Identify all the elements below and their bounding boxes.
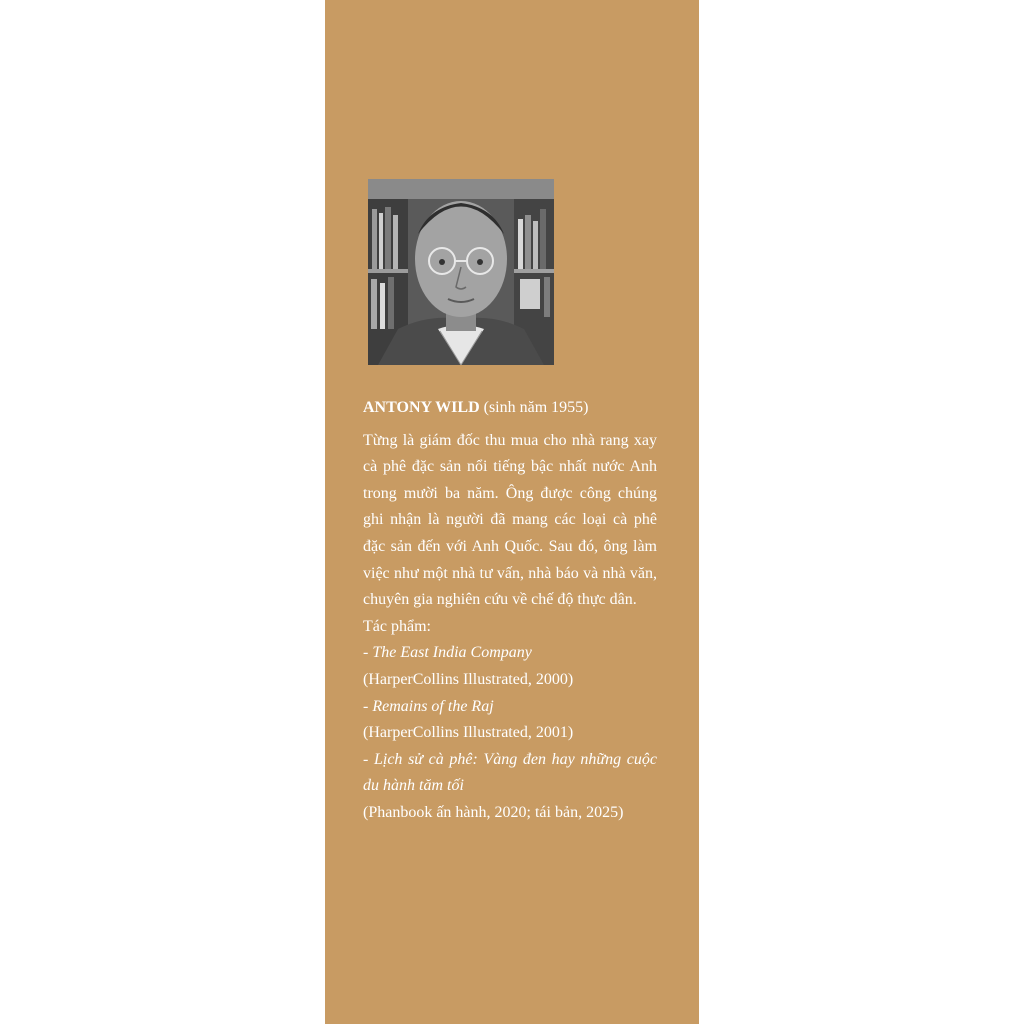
author-bio-block (363, 395, 657, 827)
work-title: - Remains of the Raj (363, 697, 494, 715)
author-bio: Từng là giám đốc thu mua cho nhà rang xay cà phê đặc sản nổi tiếng bậc nhất nước Anh trong mười ba năm. Ông được công chúng ghi nhận là người đã mang các loại cà phê đặc sản đến với Anh Quốc. Sau đó, ông làm việc như một nhà tư vấn, nhà báo và nhà văn, chuyên gia nghiên cứu về chế độ thực dân. (363, 431, 657, 609)
author-years: (sinh năm 1955) (483, 399, 589, 416)
work-title: - Lịch sử cà phê: Vàng đen hay những cuộc du hành tăm tối (363, 750, 657, 795)
work-publisher: (Phanbook ấn hành, 2020; tái bản, 2025) (363, 803, 624, 821)
work-publisher: (HarperCollins Illustrated, 2000) (363, 670, 574, 688)
work-publisher: (HarperCollins Illustrated, 2001) (363, 724, 574, 742)
work-title: - The East India Company (363, 644, 532, 662)
works-label: Tác phẩm: (363, 617, 431, 635)
book-flap (325, 0, 699, 1024)
author-name: ANTONY WILD (363, 399, 480, 416)
author-heading (363, 395, 657, 422)
author-photo (368, 179, 554, 365)
